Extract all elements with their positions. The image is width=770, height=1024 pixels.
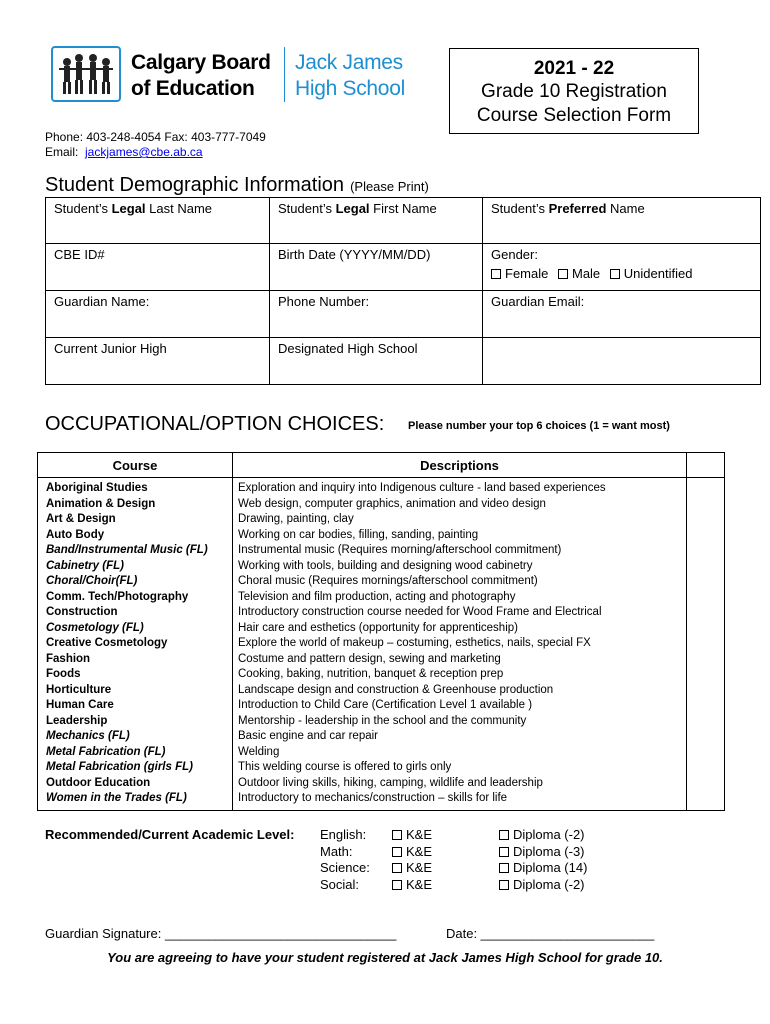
english-ke-option[interactable]: K&E: [392, 827, 432, 844]
org-name-line1: Calgary Board: [131, 51, 271, 74]
gender-female-option[interactable]: Female: [491, 266, 548, 281]
course-description: Introductory construction course needed for Wood Frame and Electrical: [238, 606, 602, 618]
demographic-title-text: Student Demographic Information: [45, 174, 345, 196]
course-description: Hair care and esthetics (opportunity for apprenticeship): [238, 621, 518, 634]
course-description: Introduction to Child Care (Certification Level 1 available ): [238, 699, 533, 711]
email-line: [45, 145, 266, 160]
birth-date-field[interactable]: Birth Date (YYYY/MM/DD): [270, 244, 483, 291]
email-label: Email:: [45, 145, 86, 159]
course-description: Outdoor living skills, hiking, camping, wildlife and leadership: [238, 776, 543, 789]
course-description: Television and film production, acting and photography: [238, 590, 516, 603]
course-name: Comm. Tech/Photography: [46, 590, 189, 603]
course-name: Fashion: [46, 652, 91, 665]
cbe-id-field[interactable]: CBE ID#: [46, 244, 270, 291]
course-description: Instrumental music (Requires morning/afterschool commitment): [238, 544, 562, 556]
social-ke-option[interactable]: K&E: [392, 877, 432, 894]
legal-last-name-field[interactable]: Student’s Legal Last Name: [46, 198, 270, 244]
demographic-note: (Please Print): [350, 179, 429, 194]
org-name-line2: of Education: [131, 77, 255, 100]
course-name: Aboriginal Studies: [46, 482, 148, 494]
course-description: Landscape design and construction & Greenhouse production: [238, 683, 554, 696]
course-name: Cosmetology (FL): [46, 621, 144, 634]
course-description: Explore the world of makeup – costuming, esthetics, nails, special FX: [238, 637, 591, 649]
course-name: Horticulture: [46, 683, 112, 696]
school-name-line1: Jack James: [295, 51, 403, 74]
guardian-signature-field[interactable]: Guardian Signature: ________________________________: [45, 926, 397, 941]
course-description: This welding course is offered to girls only: [238, 761, 452, 773]
gender-label: Gender:: [491, 247, 538, 262]
course-name: Construction: [46, 606, 118, 618]
junior-high-field[interactable]: Current Junior High: [46, 338, 270, 385]
course-name: Mechanics (FL): [46, 730, 130, 742]
math-diploma-checkbox[interactable]: [499, 847, 509, 857]
english-diploma-option[interactable]: Diploma (-2): [499, 827, 587, 844]
occupational-title: OCCUPATIONAL/OPTION CHOICES:: [45, 413, 385, 435]
science-ke-option[interactable]: K&E: [392, 860, 432, 877]
course-name: Metal Fabrication (FL): [46, 745, 166, 758]
course-description: Working with tools, building and designing wood cabinetry: [238, 559, 533, 572]
guardian-name-field[interactable]: Guardian Name:: [46, 291, 270, 338]
course-description: Working on car bodies, filling, sanding, painting: [238, 528, 479, 541]
gender-unidentified-option[interactable]: Unidentified: [610, 266, 693, 281]
form-title-line2: Course Selection Form: [476, 105, 672, 126]
science-diploma-checkbox[interactable]: [499, 863, 509, 873]
legal-first-name-field[interactable]: Student’s Legal First Name: [270, 198, 483, 244]
diploma-options: [499, 827, 587, 893]
math-ke-option[interactable]: K&E: [392, 844, 432, 861]
guardian-email-field[interactable]: Guardian Email:: [483, 291, 761, 338]
school-name-line2: High School: [295, 77, 405, 100]
school-year: 2021 - 22: [533, 58, 615, 79]
subject-english: English:: [320, 827, 367, 842]
cbe-logo: [51, 46, 121, 102]
org-name: [131, 50, 271, 102]
course-name: Outdoor Education: [46, 776, 151, 789]
course-description: Introductory to mechanics/construction – skills for life: [238, 792, 508, 804]
science-diploma-option[interactable]: Diploma (14): [499, 860, 587, 877]
course-description: Exploration and inquiry into Indigenous culture - land based experiences: [238, 482, 606, 494]
cbe-logo-figures-icon: [57, 52, 117, 98]
academic-subjects: [320, 827, 370, 893]
choice-header: [687, 453, 725, 478]
course-name: Foods: [46, 668, 81, 680]
header-divider: [284, 47, 285, 102]
course-name: Metal Fabrication (girls FL): [46, 761, 193, 773]
male-checkbox[interactable]: [558, 269, 568, 279]
course-name: Human Care: [46, 699, 114, 711]
preferred-name-field[interactable]: Student’s Preferred Name: [483, 198, 761, 244]
social-diploma-option[interactable]: Diploma (-2): [499, 877, 587, 894]
english-ke-checkbox[interactable]: [392, 830, 402, 840]
course-name: Auto Body: [46, 528, 105, 541]
academic-level-label: Recommended/Current Academic Level:: [45, 827, 295, 842]
course-table: [37, 452, 725, 811]
course-description: Welding: [238, 745, 280, 758]
course-name: Band/Instrumental Music (FL): [46, 544, 208, 556]
contact-info: [45, 130, 266, 160]
course-name: Leadership: [46, 714, 108, 727]
course-name: Creative Cosmetology: [46, 637, 168, 649]
gender-options: [491, 266, 752, 281]
school-name: [295, 50, 405, 102]
course-name: Women in the Trades (FL): [46, 792, 187, 804]
demographic-table: [45, 197, 761, 385]
subject-social: Social:: [320, 876, 360, 892]
course-names-cell: [38, 478, 233, 811]
designated-high-field[interactable]: Designated High School: [270, 338, 483, 385]
social-diploma-checkbox[interactable]: [499, 880, 509, 890]
course-description: Mentorship - leadership in the school and the community: [238, 714, 527, 727]
course-name: Animation & Design: [46, 497, 156, 510]
gender-male-option[interactable]: Male: [558, 266, 600, 281]
course-description: Cooking, baking, nutrition, banquet & reception prep: [238, 668, 504, 680]
descriptions-header: Descriptions: [233, 453, 687, 478]
date-field[interactable]: Date: ________________________: [446, 926, 655, 941]
social-ke-checkbox[interactable]: [392, 880, 402, 890]
course-description: Drawing, painting, clay: [238, 513, 354, 525]
science-ke-checkbox[interactable]: [392, 863, 402, 873]
course-description: Choral music (Requires mornings/afterschool commitment): [238, 575, 538, 587]
math-diploma-option[interactable]: Diploma (-3): [499, 844, 587, 861]
subject-math: Math:: [320, 843, 353, 859]
subject-science: Science:: [320, 860, 370, 875]
math-ke-checkbox[interactable]: [392, 847, 402, 857]
unidentified-checkbox[interactable]: [610, 269, 620, 279]
agreement-statement: You are agreeing to have your student registered at Jack James High School for grade 10.: [107, 950, 663, 965]
demographic-title: [45, 174, 429, 197]
gender-field: [483, 244, 761, 291]
phone-fax: Phone: 403-248-4054 Fax: 403-777-7049: [45, 130, 266, 144]
form-title-box: [449, 48, 699, 134]
course-description: Basic engine and car repair: [238, 730, 378, 742]
form-title-line1: Grade 10 Registration: [481, 81, 667, 102]
ke-options: [392, 827, 432, 893]
english-diploma-checkbox[interactable]: [499, 830, 509, 840]
course-description: Costume and pattern design, sewing and marketing: [238, 652, 501, 665]
email-link[interactable]: jackjames@cbe.ab.ca: [85, 145, 203, 159]
occupational-note: Please number your top 6 choices (1 = want most): [408, 420, 670, 432]
course-descs-cell: [233, 478, 687, 811]
course-description: Web design, computer graphics, animation and video design: [238, 497, 546, 510]
empty-cell: [483, 338, 761, 385]
phone-number-field[interactable]: Phone Number:: [270, 291, 483, 338]
course-name: Choral/Choir(FL): [46, 575, 138, 587]
female-checkbox[interactable]: [491, 269, 501, 279]
course-header: Course: [38, 453, 233, 478]
course-name: Art & Design: [46, 513, 116, 525]
course-name: Cabinetry (FL): [46, 559, 124, 572]
choice-ranking-cell[interactable]: [687, 478, 725, 811]
